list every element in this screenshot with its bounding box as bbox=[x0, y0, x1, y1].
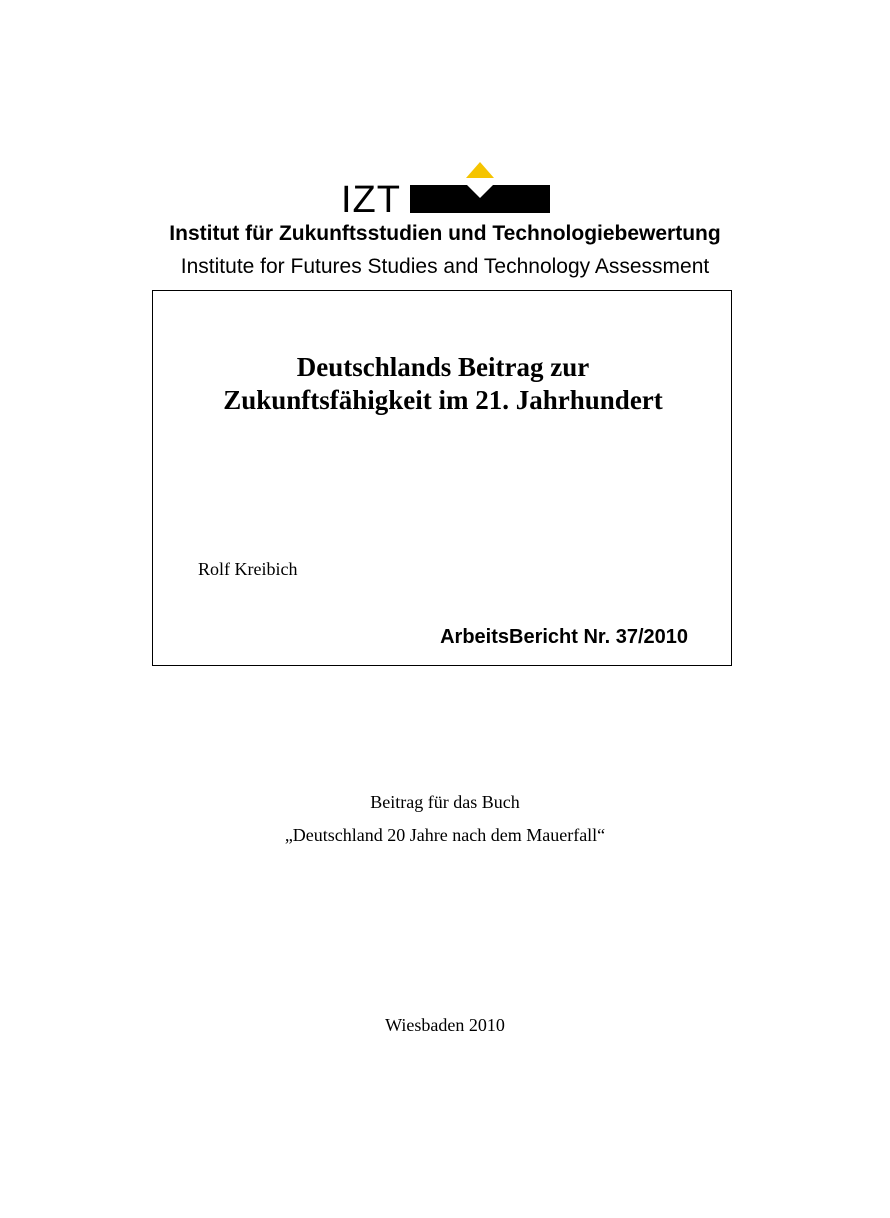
title-box bbox=[152, 290, 732, 666]
izt-logo bbox=[340, 160, 554, 216]
author: Rolf Kreibich bbox=[198, 559, 298, 579]
institute-name-english: Institute for Futures Studies and Technology Assessment bbox=[180, 255, 710, 278]
contribution-line-2: „Deutschland 20 Jahre nach dem Mauerfall“ bbox=[284, 825, 606, 845]
institute-name-german: Institut für Zukunftsstudien und Technologiebewertung bbox=[169, 222, 721, 245]
contribution-note bbox=[0, 786, 890, 852]
report-number: ArbeitsBericht Nr. 37/2010 bbox=[440, 626, 688, 648]
document-title bbox=[153, 351, 733, 417]
logo-text: IZT bbox=[341, 179, 401, 216]
contribution-line-1: Beitrag für das Buch bbox=[370, 792, 520, 812]
place-year: Wiesbaden 2010 bbox=[385, 1015, 505, 1035]
document-title-line-1: Deutschlands Beitrag zur bbox=[296, 352, 590, 382]
logo-triangle-up-icon bbox=[466, 162, 494, 178]
document-title-line-2: Zukunftsfähigkeit im 21. Jahrhundert bbox=[223, 385, 663, 415]
